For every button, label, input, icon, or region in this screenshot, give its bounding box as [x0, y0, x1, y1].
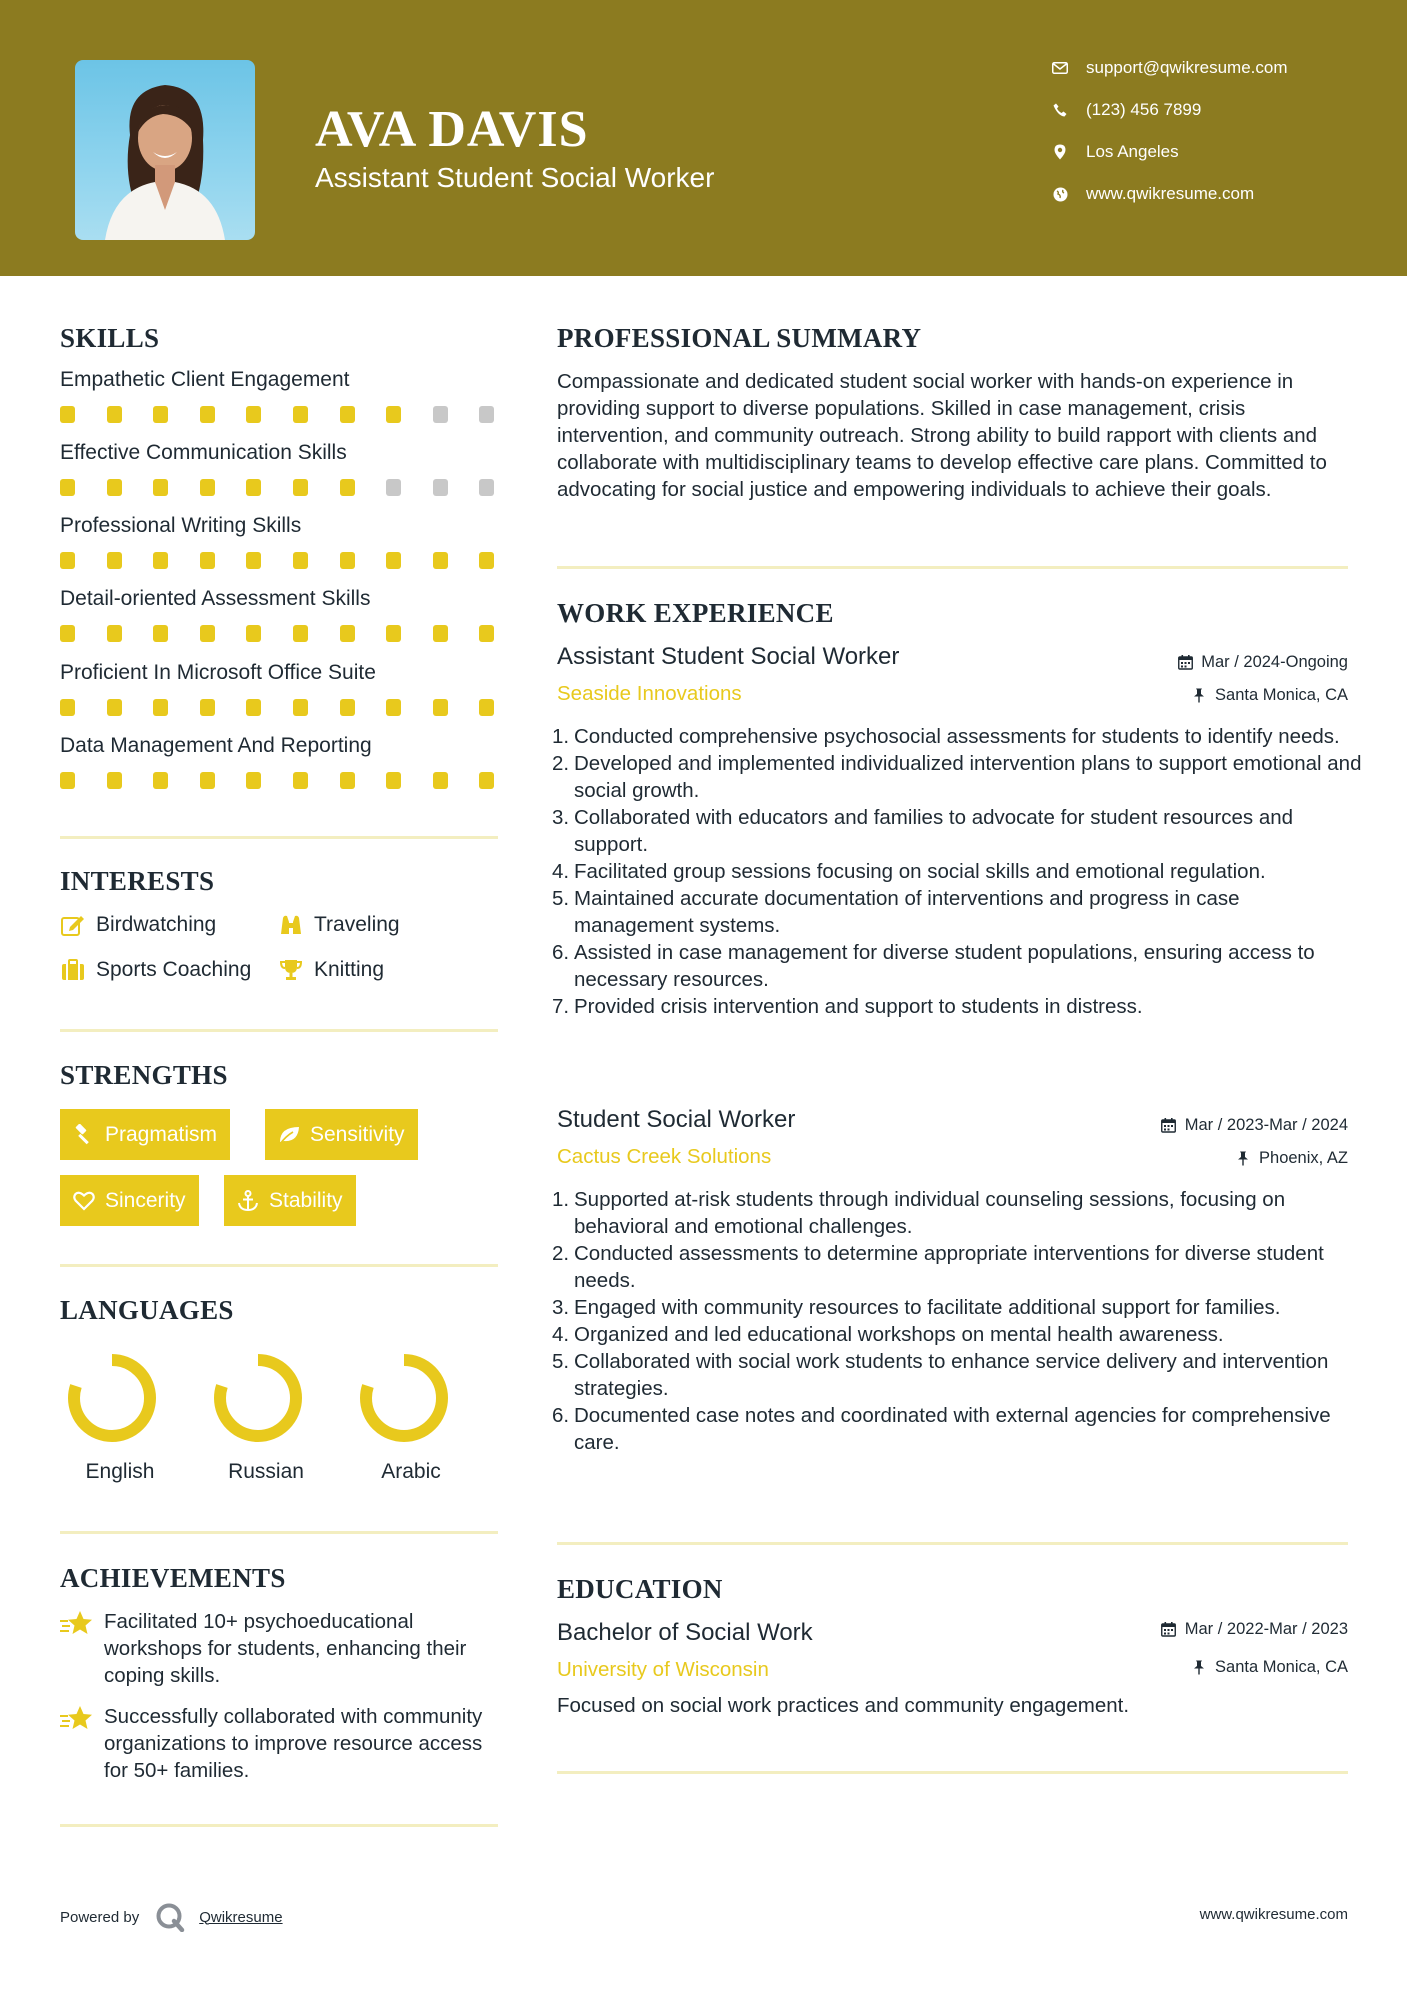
skill-dot-filled: [246, 406, 261, 423]
skill-dot-empty: [433, 406, 448, 423]
interest-item: [60, 912, 216, 938]
skill-dot-filled: [246, 772, 261, 789]
section-divider: [557, 1771, 1348, 1774]
education-location: [1191, 1658, 1348, 1677]
job-bullet: 1. Conducted comprehensive psychosocial assessments for students to identify needs.: [552, 725, 1340, 748]
envelope-icon: [1050, 58, 1070, 78]
skill-dot-filled: [386, 552, 401, 569]
education-location-text: Santa Monica, CA: [1215, 1658, 1348, 1676]
skill-dot-filled: [153, 699, 168, 716]
skill-dot-filled: [153, 552, 168, 569]
language-gauge-arc: [366, 1360, 442, 1436]
achievements-heading: ACHIEVEMENTS: [60, 1563, 286, 1593]
skill-dot-filled: [293, 699, 308, 716]
language-name: Arabic: [381, 1460, 441, 1483]
skill-dot-filled: [386, 625, 401, 642]
calendar-icon: [1161, 1622, 1177, 1638]
skill-dot-filled: [433, 625, 448, 642]
trophy-icon: [278, 957, 304, 983]
education-heading: EDUCATION: [557, 1574, 723, 1604]
skill-dot-filled: [107, 552, 122, 569]
leaf-icon: [278, 1124, 300, 1146]
job-bullet: 7. Provided crisis intervention and support to students in distress.: [552, 995, 1143, 1018]
contact-website[interactable]: [1050, 184, 1370, 204]
strength-tag: [265, 1109, 418, 1160]
achievement-item: [60, 1608, 500, 1689]
strength-tag: [60, 1109, 230, 1160]
qwikresume-link[interactable]: Qwikresume: [199, 1908, 283, 1926]
language-gauge-arc: [220, 1360, 296, 1436]
language-gauge-arc: [74, 1360, 150, 1436]
job-bullet: 1. Supported at-risk students through individual counseling sessions, focusing on behavioral and emotional challenges.: [552, 1188, 1286, 1238]
strength-tag: [60, 1175, 199, 1226]
qwikresume-logo-icon: [155, 1902, 185, 1932]
skill-dot-filled: [60, 406, 75, 423]
job-bullet: 2. Developed and implemented individualized intervention plans to support emotional and social growth.: [552, 752, 1362, 802]
skill-dot-filled: [479, 772, 494, 789]
interest-label: Knitting: [314, 958, 385, 981]
skill-name: Professional Writing Skills: [60, 514, 302, 537]
job-location-text: Santa Monica, CA: [1215, 686, 1348, 704]
job-bullet: 3. Engaged with community resources to facilitate additional support for families.: [552, 1296, 1281, 1319]
job-bullet: 5. Maintained accurate documentation of interventions and progress in case management systems.: [552, 887, 1240, 937]
job-bullet: 2. Conducted assessments to determine appropriate interventions for diverse student needs.: [552, 1242, 1324, 1292]
job-bullet: 4. Organized and led educational workshops on mental health awareness.: [552, 1323, 1224, 1346]
powered-by-text: Powered by: [60, 1908, 140, 1926]
skill-name: Data Management And Reporting: [60, 734, 372, 757]
interest-label: Birdwatching: [96, 913, 217, 936]
skill-dot-filled: [153, 406, 168, 423]
achievement-text: Facilitated 10+ psychoeducational workshops for students, enhancing their coping skills.: [104, 1610, 467, 1687]
skill-dot-filled: [200, 406, 215, 423]
candidate-title: Assistant Student Social Worker: [315, 162, 715, 193]
skill-rating: [60, 552, 500, 570]
pencil-icon: [60, 912, 86, 938]
skill-rating: [60, 479, 500, 497]
skill-dot-filled: [107, 699, 122, 716]
languages-heading: LANGUAGES: [60, 1295, 234, 1325]
globe-icon: [1050, 184, 1070, 204]
strengths-heading: STRENGTHS: [60, 1060, 228, 1090]
contact-phone[interactable]: [1050, 100, 1370, 120]
skill-dot-empty: [479, 406, 494, 423]
skill-dot-empty: [386, 479, 401, 496]
skill-dot-filled: [60, 772, 75, 789]
skill-rating: [60, 772, 500, 790]
skill-dot-filled: [246, 699, 261, 716]
skill-dot-filled: [293, 552, 308, 569]
skill-rating: [60, 699, 500, 717]
skill-dot-filled: [433, 552, 448, 569]
skill-dot-filled: [479, 552, 494, 569]
calendar-icon: [1177, 655, 1193, 671]
company-name: Cactus Creek Solutions: [557, 1145, 772, 1168]
interest-item: [278, 957, 384, 983]
skill-dot-filled: [293, 406, 308, 423]
school-name: University of Wisconsin: [557, 1658, 769, 1681]
section-divider: [60, 1531, 498, 1534]
skill-dot-filled: [246, 479, 261, 496]
contact-website-text: www.qwikresume.com: [1086, 184, 1255, 203]
skill-dot-filled: [340, 552, 355, 569]
education-dates: [1161, 1620, 1348, 1639]
skill-dot-filled: [293, 772, 308, 789]
skill-dot-filled: [386, 699, 401, 716]
language-name: Russian: [228, 1460, 304, 1483]
pushpin-icon: [1235, 1151, 1251, 1167]
section-divider: [557, 1542, 1348, 1545]
skill-dot-filled: [200, 625, 215, 642]
footer-powered-by: [60, 1902, 283, 1932]
skill-name: Proficient In Microsoft Office Suite: [60, 661, 376, 684]
section-divider: [60, 1824, 498, 1827]
skill-dot-filled: [433, 772, 448, 789]
language-gauge: [208, 1348, 308, 1453]
education-description: Focused on social work practices and community engagement.: [557, 1694, 1130, 1717]
job-location-text: Phoenix, AZ: [1259, 1149, 1348, 1167]
skill-dot-filled: [340, 699, 355, 716]
candidate-name: AVA DAVIS: [315, 101, 589, 158]
skill-dot-filled: [107, 479, 122, 496]
skill-dot-filled: [200, 479, 215, 496]
skill-dot-filled: [60, 699, 75, 716]
pushpin-icon: [1191, 1660, 1207, 1676]
interest-item: [60, 957, 251, 983]
skill-name: Detail-oriented Assessment Skills: [60, 587, 371, 610]
footer-website[interactable]: www.qwikresume.com: [1199, 1906, 1348, 1923]
job-bullet: 6. Documented case notes and coordinated with external agencies for comprehensive care.: [552, 1404, 1331, 1454]
section-divider: [557, 566, 1348, 569]
skill-dot-empty: [433, 479, 448, 496]
strength-tag: [224, 1175, 356, 1226]
skill-dot-filled: [340, 772, 355, 789]
job-dates-text: Mar / 2024-Ongoing: [1201, 653, 1348, 671]
job-bullet: 6. Assisted in case management for diverse student populations, ensuring access to necessary resources.: [552, 941, 1315, 991]
skill-dot-filled: [107, 625, 122, 642]
interests-heading: INTERESTS: [60, 866, 215, 896]
skill-dot-filled: [246, 625, 261, 642]
heart-icon: [73, 1190, 95, 1212]
job-bullet: 4. Facilitated group sessions focusing on social skills and emotional regulation.: [552, 860, 1266, 883]
calendar-icon: [1161, 1118, 1177, 1134]
star-icon: [60, 1608, 94, 1642]
contact-email[interactable]: [1050, 58, 1370, 78]
interest-item: [278, 912, 400, 938]
summary-heading: PROFESSIONAL SUMMARY: [557, 323, 922, 353]
strength-label: Stability: [269, 1188, 343, 1212]
anchor-icon: [237, 1190, 259, 1212]
job-dates-text: Mar / 2023-Mar / 2024: [1184, 1116, 1348, 1134]
binoculars-icon: [278, 912, 304, 938]
skill-dot-filled: [153, 625, 168, 642]
profile-photo: [75, 60, 255, 240]
pushpin-icon: [1191, 688, 1207, 704]
job-title: Student Social Worker: [557, 1106, 796, 1133]
summary-text: Compassionate and dedicated student social worker with hands-on experience in providing support to diverse populations. Skilled in case management, crisis intervention, and community outreach. Strong ability to build rapport with clients and collaborate with multidisciplinary teams to develop effective care plans. Committed to advocating for social justice and empowering individuals to achieve their goals.: [557, 370, 1327, 501]
contact-location: [1050, 142, 1370, 162]
job-bullets: [552, 723, 1362, 1020]
job-bullets: [552, 1186, 1362, 1456]
skill-dot-filled: [293, 479, 308, 496]
skill-dot-filled: [340, 625, 355, 642]
briefcase-icon: [60, 957, 86, 983]
skill-rating: [60, 625, 500, 643]
contact-phone-text: (123) 456 7899: [1086, 100, 1202, 119]
skill-dot-filled: [479, 625, 494, 642]
skill-dot-filled: [200, 552, 215, 569]
achievement-item: [60, 1703, 500, 1784]
degree-title: Bachelor of Social Work: [557, 1619, 813, 1646]
contact-location-text: Los Angeles: [1086, 142, 1179, 161]
skill-dot-filled: [60, 625, 75, 642]
skill-dot-filled: [153, 772, 168, 789]
skill-dot-filled: [340, 406, 355, 423]
job-location: [1235, 1149, 1348, 1168]
skill-dot-filled: [107, 772, 122, 789]
section-divider: [60, 1029, 498, 1032]
job-bullet: 3. Collaborated with educators and families to advocate for student resources and support.: [552, 806, 1294, 856]
section-divider: [60, 1264, 498, 1267]
experience-heading: WORK EXPERIENCE: [557, 598, 834, 628]
strength-label: Sensitivity: [310, 1122, 405, 1146]
job-title: Assistant Student Social Worker: [557, 643, 900, 670]
skill-dot-filled: [386, 406, 401, 423]
phone-icon: [1050, 100, 1070, 120]
achievement-text: Successfully collaborated with community organizations to improve resource access for 50+ families.: [104, 1705, 483, 1782]
skill-dot-filled: [107, 406, 122, 423]
section-divider: [60, 836, 498, 839]
skill-dot-filled: [433, 699, 448, 716]
skill-name: Effective Communication Skills: [60, 441, 347, 464]
skills-heading: SKILLS: [60, 323, 160, 353]
job-bullet: 5. Collaborated with social work students to enhance service delivery and intervention strategies.: [552, 1350, 1329, 1400]
job-location: [1191, 686, 1348, 705]
skill-dot-filled: [340, 479, 355, 496]
skill-dot-filled: [246, 552, 261, 569]
skill-dot-filled: [386, 772, 401, 789]
skill-name: Empathetic Client Engagement: [60, 368, 350, 391]
interest-label: Sports Coaching: [96, 958, 252, 981]
job-dates: [1161, 1116, 1348, 1135]
skill-dot-filled: [200, 772, 215, 789]
location-pin-icon: [1050, 142, 1070, 162]
language-name: English: [85, 1460, 155, 1483]
strength-label: Sincerity: [105, 1188, 186, 1212]
skill-dot-empty: [479, 479, 494, 496]
interest-label: Traveling: [314, 913, 400, 936]
skill-dot-filled: [200, 699, 215, 716]
skill-dot-filled: [60, 552, 75, 569]
company-name: Seaside Innovations: [557, 682, 742, 705]
skill-dot-filled: [479, 699, 494, 716]
skill-dot-filled: [293, 625, 308, 642]
language-gauge: [354, 1348, 454, 1453]
skill-dot-filled: [153, 479, 168, 496]
strength-label: Pragmatism: [105, 1122, 218, 1146]
skill-rating: [60, 406, 500, 424]
gavel-icon: [73, 1124, 95, 1146]
language-gauge: [62, 1348, 162, 1453]
contact-email-text: support@qwikresume.com: [1086, 58, 1288, 77]
skill-dot-filled: [60, 479, 75, 496]
education-dates-text: Mar / 2022-Mar / 2023: [1184, 1620, 1348, 1638]
job-dates: [1177, 653, 1348, 672]
resume-header: [0, 0, 1407, 276]
star-icon: [60, 1703, 94, 1737]
